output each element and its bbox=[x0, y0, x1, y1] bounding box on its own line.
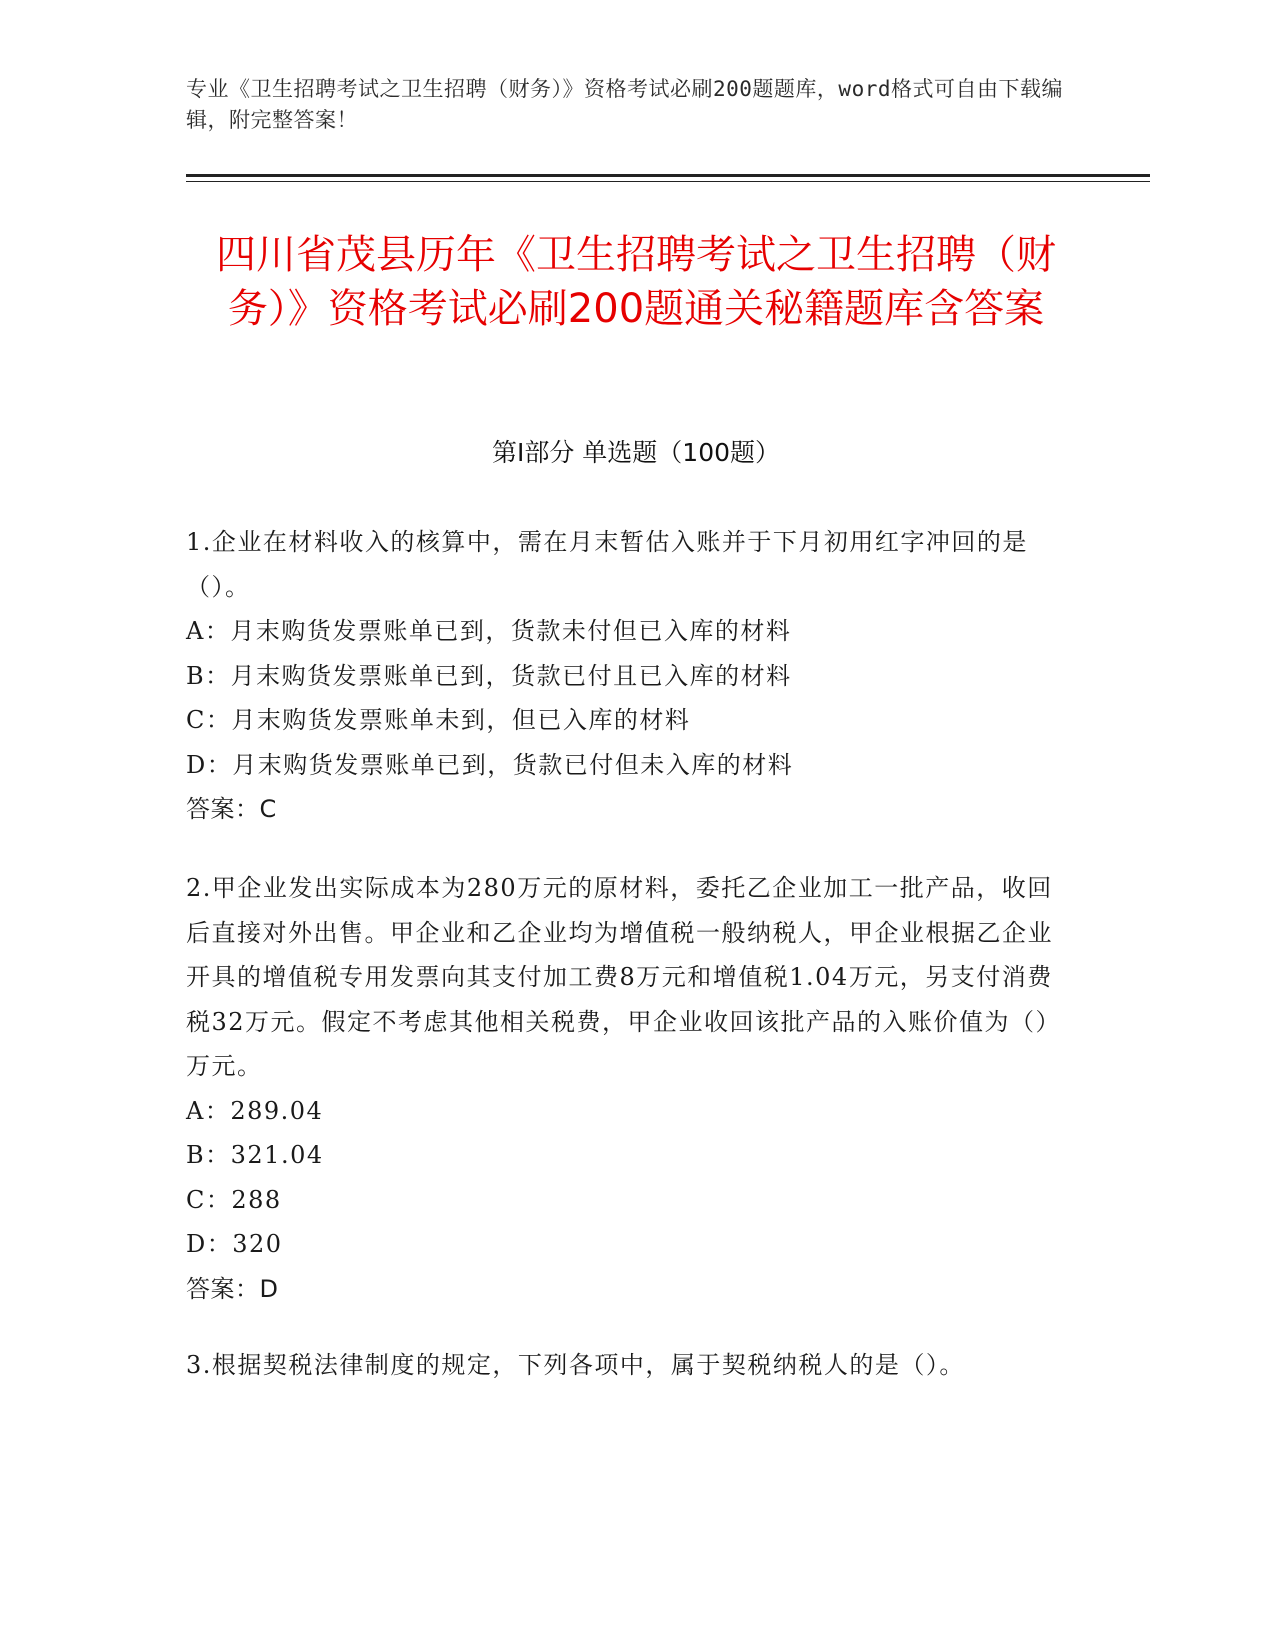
header-note: 专业《卫生招聘考试之卫生招聘（财务）》资格考试必刷200题题库，word格式可自由下载编辑，附完整答案！ bbox=[186, 77, 1063, 132]
option-d: D：320 bbox=[186, 1230, 283, 1258]
document-title: 四川省茂县历年《卫生招聘考试之卫生招聘（财务）》资格考试必刷200题通关秘籍题库含答案 bbox=[216, 232, 1056, 332]
header-divider-thin bbox=[186, 181, 1150, 182]
option-b: B：月末购货发票账单已到，货款已付且已入库的材料 bbox=[186, 661, 792, 690]
question-stem: 1.企业在材料收入的核算中，需在月末暂估入账并于下月初用红字冲回的是（）。 bbox=[186, 528, 1028, 601]
question-stem: 2.甲企业发出实际成本为280万元的原材料，委托乙企业加工一批产品，收回后直接对外出售。甲企业和乙企业均为增值税一般纳税人，甲企业根据乙企业开具的增值税专用发票向其支付加工费8万元和增值税1.04万元，另支付消费税32万元。假定不考虑其他相关税费，甲企业收回该批产品的入账价值为（）万元。 bbox=[186, 874, 1062, 1080]
answer-line: 答案：D bbox=[186, 1274, 279, 1303]
question-item bbox=[186, 866, 1066, 1311]
header-divider-thick bbox=[186, 174, 1150, 177]
question-stem: 3.根据契税法律制度的规定，下列各项中，属于契税纳税人的是（）。 bbox=[186, 1351, 965, 1379]
question-item bbox=[186, 1343, 1066, 1388]
option-c: C：288 bbox=[186, 1185, 282, 1214]
option-d: D：月末购货发票账单已到，货款已付但未入库的材料 bbox=[186, 750, 794, 779]
option-b: B：321.04 bbox=[186, 1141, 324, 1169]
question-item bbox=[186, 520, 1066, 832]
section-heading: 第Ⅰ部分 单选题（100题） bbox=[491, 438, 781, 467]
answer-line: 答案：C bbox=[186, 795, 277, 823]
option-a: A：月末购货发票账单已到，货款未付但已入库的材料 bbox=[186, 617, 792, 645]
option-a: A：289.04 bbox=[186, 1096, 324, 1125]
option-c: C：月末购货发票账单未到，但已入库的材料 bbox=[186, 706, 691, 734]
